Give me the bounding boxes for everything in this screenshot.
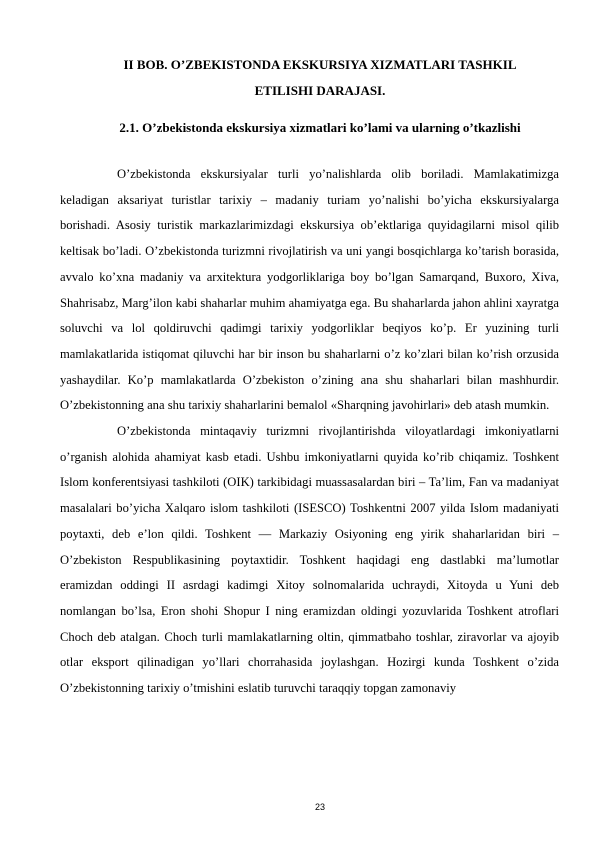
paragraph: O’zbekistonda ekskursiyalar turli yo’nalishlarda olib boriladi. Mamlakatimizga keladigan aksariyat turistlar tarixiy – madaniy turiam yo’nalishi bo’yicha ekskursiyalarga borishadi. Asosiy turistik markazlarimizdagi ekskursiya ob’ektlariga quyidagilarni misol qilib keltisak bo’ladi. O’zbekistonda turizmni rivojlatirish va uni yangi bosqichlarga ko’tarish borasida, avvalo ko’xna madaniy va arxitektura yodgorliklariga boy bo’lgan Samarqand, Buxoro, Xiva, Shahrisabz, Marg’ilon kabi shaharlar muhim ahamiyatga ega. Bu shaharlarda jahon ahlini xayratga soluvchi va lol qoldiruvchi qadimgi tarixiy yodgorliklar beqiyos ko’p. Er yuzining turli mamlakatlarida istiqomat qiluvchi har bir inson bu shaharlarni o’z ko’zlari bilan ko’rish orzusida yashaydilar. Ko’p mamlakatlarda O’zbekiston o’zining ana shu shaharlari bilan mashhurdir. O’zbekistonning ana shu tarixiy shaharlarini bemalol «Sharqning javohirlari» deb atash mumkin. <box>60 167 559 413</box>
paragraph: O’zbekistonda mintaqaviy turizmni rivojlantirishda viloyatlardagi imkoniyatlarni o’rganish alohida ahamiyat kasb etadi. Ushbu imkoniyatlarni quyida ko’rib chiqamiz. Toshkent Islom konferentsiyasi tashkiloti (OIK) tarkibidagi muassasalardan biri – Ta’lim, Fan va madaniyat masalalari bo’yicha Xalqaro islom tashkiloti (ISESCO) Toshkentni 2007 yilda Islom madaniyati poytaxti, deb e’lon qildi. Toshkent — Markaziy Osiyoning eng yirik shaharlaridan biri – O’zbekiston Respublikasining poytaxtidir. Toshkent haqidagi eng dastlabki ma’lumotlar eramizdan oddingi II asrdagi kadimgi Xitoy solnomalarida uchraydi, Xitoyda u Yuni deb nomlangan bo’lsa, Eron shohi Shopur I ning eramizdan oldingi yozuvlarida Toshkent atroflari Choch deb atalgan. Choch turli mamlakatlarning oltin, qimmatbaho toshlar, ziravorlar va ajoyib otlar eksport qilinadigan yo’llari chorrahasida joylashgan. Hozirgi kunda Toshkent o’zida O’zbekistonning tarixiy o’tmishini eslatib turuvchi taraqqiy topgan zamonaviy <box>60 424 559 696</box>
page-number: 23 <box>314 802 325 812</box>
chapter-title: II BOB. O’ZBEKISTONDA EKSKURSIYA XIZMATLARI TASHKIL ETILISHI DARAJASI. <box>123 57 517 98</box>
section-title: 2.1. O’zbekistonda ekskursiya xizmatlari ko’lami va ularning o’tkazlishi <box>119 120 521 135</box>
body-text <box>60 162 559 702</box>
